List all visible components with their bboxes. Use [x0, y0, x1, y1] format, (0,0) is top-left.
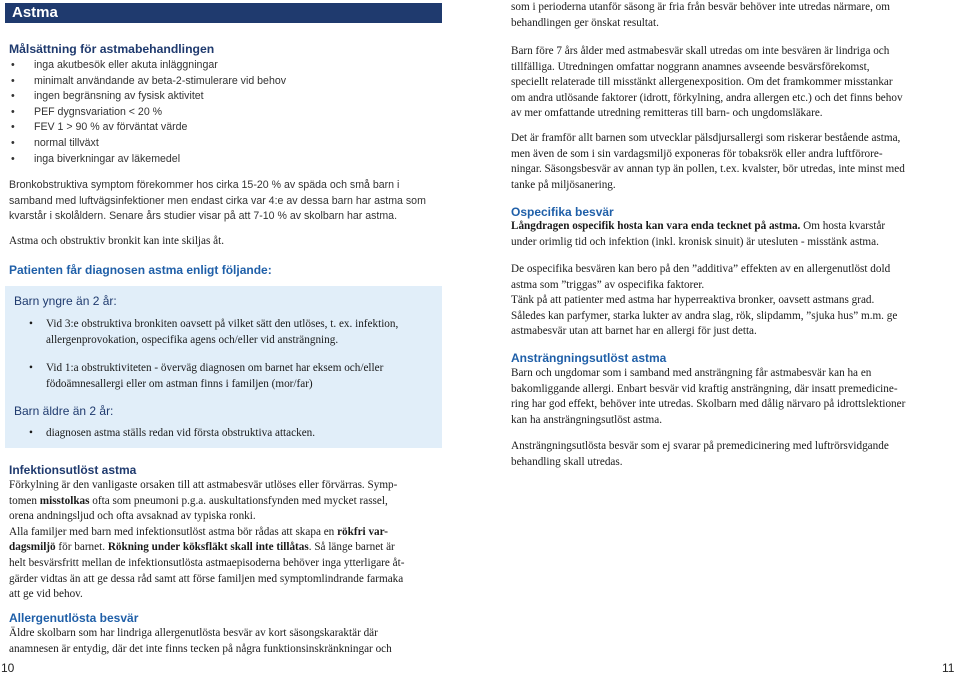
text-line: av mer omfattande utredning remitteras till barn- och ungdomsläkare. [511, 107, 823, 120]
exercise-heading: Ansträngningsutlöst astma [511, 351, 667, 365]
text-line: gärder vidtas än att ge dessa råd samt att förse familjen med symptomlindrande farmaka [9, 572, 404, 585]
text-line: födoämnesallergi eller om astman finns i familjen (mor/far) [46, 377, 313, 390]
text-line: Det är framför allt barnen som utvecklar pälsdjursallergi som riskerar bestående astma, [511, 132, 901, 144]
text-line: astmabesvär utan att barnet har en allergi för just detta. [511, 325, 757, 338]
list-item: • inga biverkningar av läkemedel [0, 152, 286, 168]
pet-allergy-paragraph [511, 131, 951, 193]
list-item: • PEF dygnsvariation < 20 % [0, 105, 286, 121]
nonspecific-heading: Ospecifika besvär [511, 205, 614, 219]
infection-heading: Infektionsutlöst astma [9, 463, 137, 477]
text-line: under orimlig tid och infektion (inkl. kronisk sinuit) är utesluten - misstänk astma. [511, 235, 879, 248]
text-line: De ospecifika besvären kan bero på den ”additiva” effekten av en allergenutlöst dold [511, 263, 891, 275]
text-line: att ge vid behov. [9, 588, 83, 601]
allergy-heading: Allergenutlösta besvär [9, 611, 139, 625]
text-line: helt besvärsfritt mellan de infektionsutlösta astmaepisoderna behöver inga ytterligare åt- [9, 556, 405, 569]
list-item: • normal tillväxt [0, 136, 286, 152]
text-line: Vid 1:a obstruktiviteten - överväg diagnosen om barnet har eksem och/eller [46, 362, 384, 375]
text-line: orena andningsljud och ofta avsaknad av typiska ronki. [9, 510, 256, 523]
text-line: Tänk på att patienter med astma har hyperreaktiva bronker, oavsett astmans grad. [511, 294, 875, 307]
chapter-title-bar [5, 3, 442, 23]
older-heading: Barn äldre än 2 år: [14, 404, 114, 418]
text-line: tillfälliga. Utredningen omfattar noggrann anamnes avseende besvärsförekomst, [511, 60, 870, 73]
text-line: Ansträngningsutlösta besvär som ej svarar på premedicinering med luftrörsvidgande [511, 440, 889, 452]
list-item [26, 361, 436, 392]
younger-heading: Barn yngre än 2 år: [14, 294, 117, 308]
text-line: Långdragen ospecifik hosta kan vara enda tecknet på astma. Om hosta kvarstår [511, 220, 886, 232]
text-line: bakomliggande allergi. Enbart besvär vid kraftig ansträngning, där insatt premedicine- [511, 382, 898, 395]
young-children-paragraph [511, 44, 951, 122]
list-item: • FEV 1 > 90 % av förväntat värde [0, 120, 286, 136]
text-line: dagsmiljö för barnet. Rökning under köksfläkt skall inte tillåtas. Så länge barnet är [9, 541, 395, 554]
text-line: Alla familjer med barn med infektionsutlöst astma bör rådas att skapa en rökfri var- [9, 525, 388, 538]
younger-list [26, 317, 436, 392]
older-list [26, 426, 436, 442]
prevalence-paragraph [9, 178, 426, 225]
page-number-left: 10 [1, 661, 15, 675]
chapter-title: Astma [12, 4, 58, 21]
text-line: men även de som i sin vardagsmiljö exponeras för tobaksrök eller andra luftförore- [511, 147, 883, 160]
additive-effect-paragraph [511, 262, 951, 340]
text-line: Således kan parfymer, starka lukter av andra slag, rök, slipdamm, ”sjuka hus” m.m. ge [511, 309, 898, 322]
text-line: behandling skall utredas. [511, 455, 623, 468]
text-line: tomen misstolkas ofta som pneumoni p.g.a. auskultationsfynden med mycket rassel, [9, 494, 388, 507]
text-line: anamnesen är entydig, där det inte finns tecken på några funktionsinskränkningar och [9, 642, 392, 655]
text-line: Barn och ungdomar som i samband med ansträngning får astmabesvär kan ha en [511, 367, 872, 379]
exercise-paragraph [511, 366, 951, 428]
text-line: Barn före 7 års ålder med astmabesvär skall utredas om inte besvären är lindriga och [511, 45, 890, 57]
diagnosis-criteria-box [5, 286, 442, 448]
text-line: om andra utlösande faktorer (idrott, förkylning, andra allergen etc.) och det finns behov [511, 91, 903, 104]
page-number-right: 11 [942, 661, 955, 675]
infection-paragraph [9, 478, 442, 603]
list-item: • inga akutbesök eller akuta inläggningar [0, 58, 286, 74]
goals-list [0, 58, 286, 167]
text-line: speciellt relaterade till misstänkt allergenexposition. Om det framkommer misstankar [511, 76, 893, 89]
list-item: • minimalt användande av beta-2-stimulerare vid behov [0, 74, 286, 90]
text-line: Vid 3:e obstruktiva bronkiten oavsett på vilket sätt den utlöses, t. ex. infektion, [46, 318, 399, 330]
list-item: • diagnosen astma ställs redan vid första obstruktiva attacken. [26, 426, 436, 442]
text-line: allergenprovokation, ospecifika agens och/eller vid ansträngning. [46, 333, 339, 346]
text-line: Bronkobstruktiva symptom förekommer hos cirka 15-20 % av späda och små barn i [9, 179, 400, 191]
continued-paragraph [511, 0, 951, 31]
allergy-paragraph [9, 626, 442, 657]
list-item [26, 317, 436, 348]
text-line: tanke på miljösanering. [511, 178, 616, 191]
exercise-followup-paragraph [511, 439, 951, 470]
nonspecific-paragraph [511, 219, 951, 250]
text-line: ring har god effekt, behöver inte utredas. Skolbarn med dålig närvaro på idrottslektioner [511, 398, 906, 411]
goals-heading: Målsättning för astmabehandlingen [9, 42, 215, 56]
text-line: som i perioderna utanför säsong är fria från besvär behöver inte utredas närmare, om [511, 1, 890, 13]
text-line: Äldre skolbarn som har lindriga allergenutlösta besvär av kort säsongskaraktär där [9, 627, 378, 639]
list-item: • ingen begränsning av fysisk aktivitet [0, 89, 286, 105]
diagnosis-heading: Patienten får diagnosen astma enligt följande: [9, 263, 272, 277]
text-line: kvarstår i skolåldern. Senare års studier visar på att 7-10 % av skolbarn har astma. [9, 210, 398, 223]
text-line: Förkylning är den vanligaste orsaken till att astmabesvär utlöses eller förvärras. Symp- [9, 479, 398, 491]
text-line: ningar. Säsongsbesvär av annan typ än pollen, t.ex. kvalster, bör utredas, inte minst med [511, 163, 905, 176]
text-line: astma som ”triggas” av ospecifika faktorer. [511, 278, 705, 291]
text-line: kan ha ansträngningsutlöst astma. [511, 413, 663, 426]
text-line: samband med luftvägsinfektioner men endast cirka var 4:e av dessa barn har astma som [9, 194, 426, 207]
bronchitis-note: Astma och obstruktiv bronkit kan inte skiljas åt. [9, 235, 225, 247]
text-line: behandlingen ger önskat resultat. [511, 16, 659, 29]
